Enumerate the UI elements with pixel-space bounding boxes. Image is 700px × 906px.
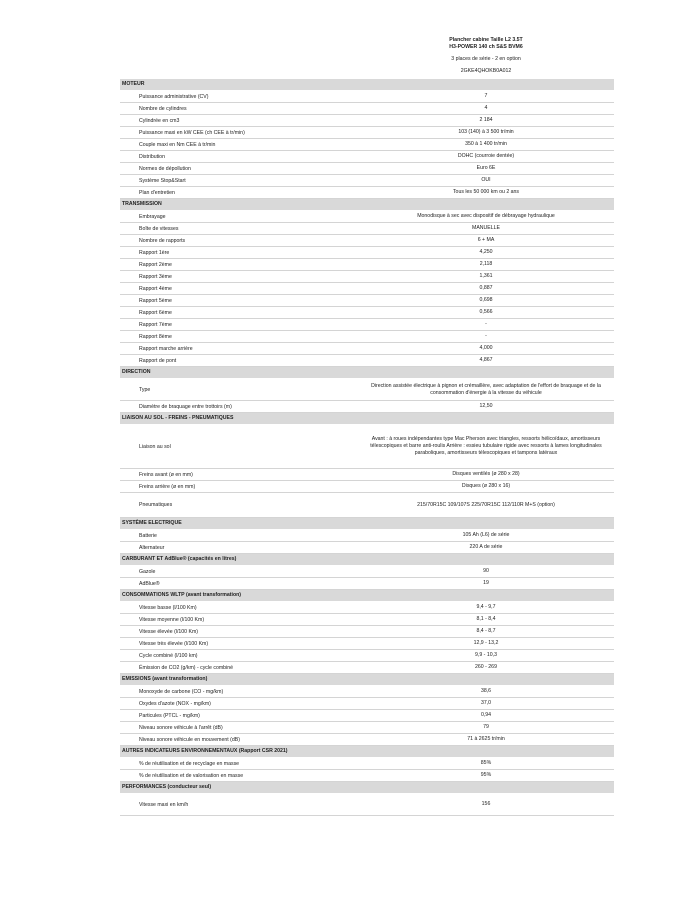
spec-label: AdBlue® (139, 580, 160, 587)
spec-label: Rapport 6ème (139, 309, 172, 316)
spec-label: Nombre de rapports (139, 237, 186, 244)
spec-value: 85% (480, 760, 492, 766)
spec-value: 90 (483, 568, 489, 574)
spec-label: Émission de CO2 (g/km) - cycle combiné (139, 664, 233, 671)
spec-label: Rapport 7ème (139, 321, 172, 328)
spec-row (120, 481, 614, 493)
spec-value: 0,566 (479, 309, 493, 315)
spec-row (120, 235, 614, 247)
spec-value: Direction assistée électrique à pignon et crémaillère, avec adaptation de l'effort de braquage et de la consommation d'énergie à la vitesse du véhicule (371, 382, 601, 396)
spec-value: 215/70R15C 109/107S 225/70R15C 112/110R M+S (option) (417, 501, 555, 508)
spec-label: % de réutilisation et de recyclage en masse (139, 760, 240, 767)
spec-label: Freins arrière (ø en mm) (139, 483, 196, 490)
spec-row (120, 211, 614, 223)
spec-label: Puissance administrative (CV) (139, 93, 209, 100)
spec-row (120, 139, 614, 151)
spec-value: 2,118 (479, 261, 493, 267)
spec-row (120, 187, 614, 199)
spec-label: Puissance maxi en kW CEE (ch CEE à tr/min) (139, 129, 245, 136)
spec-label: Embrayage (139, 213, 166, 220)
section-header: MOTEUR (120, 79, 614, 91)
vehicle-seats: 3 places de série - 2 en option (451, 56, 521, 62)
spec-label: Particules (PTCL - mg/km) (139, 712, 200, 719)
section-header: AUTRES INDICATEURS ENVIRONNEMENTAUX (Rapport CSR 2021) (120, 746, 614, 758)
spec-value: 105 Ah (L6) de série (462, 532, 510, 538)
spec-label: Système Stop&Start (139, 177, 186, 184)
spec-value: 95% (480, 772, 492, 778)
spec-row (120, 493, 614, 518)
section-header: PERFORMANCES (conducteur seul) (120, 782, 614, 794)
spec-value: Euro 6E (476, 165, 496, 171)
spec-value: OUI (481, 177, 491, 183)
spec-value: Avant : à roues indépendantes type Mac Pherson avec triangles, ressorts hélicoïdaux, amortisseurs télescopiques et barre anti-roulis Arrière : essieu tubulaire rigide avec ressorts à lames longitudinales paraboliques, amortisseurs télescopiques et tampons latéraux (370, 436, 602, 456)
spec-label: Gazole (139, 568, 156, 575)
spec-value: 0,698 (479, 297, 493, 303)
section-header: DIRECTION (120, 367, 614, 379)
spec-value: 38,6 (480, 688, 492, 694)
spec-label: Cycle combiné (l/100 km) (139, 652, 198, 659)
spec-label: Rapport 3ème (139, 273, 172, 280)
vehicle-title: Plancher cabine Taille L2 3.5T (449, 37, 523, 43)
spec-value: 9,9 - 10,3 (475, 652, 497, 658)
spec-value: 71 à 2625 tr/min (467, 736, 505, 742)
spec-row (120, 578, 614, 590)
spec-label: Vitesse basse (l/100 Km) (139, 604, 197, 611)
spec-label: Rapport 1ère (139, 249, 170, 256)
spec-row (120, 247, 614, 259)
spec-value: 220 A de série (469, 544, 503, 550)
spec-row (120, 530, 614, 542)
spec-label: Monoxyde de carbone (CO - mg/km) (139, 688, 224, 695)
spec-label: Rapport 2ème (139, 261, 172, 268)
spec-label: Niveau sonore véhicule en mouvement (dB) (139, 736, 240, 743)
spec-row (120, 425, 614, 469)
spec-sheet (120, 37, 614, 816)
spec-row (120, 115, 614, 127)
spec-label: Vitesse moyenne (l/100 Km) (139, 616, 205, 623)
spec-value: 19 (483, 580, 489, 586)
spec-label: Diamètre de braquage entre trottoirs (m) (139, 403, 232, 410)
spec-row (120, 626, 614, 638)
spec-label: Nombre de cylindres (139, 105, 187, 112)
spec-value: 4,867 (479, 357, 493, 363)
spec-value: 1,361 (479, 273, 493, 279)
spec-value: 350 à 1 400 tr/min (465, 141, 507, 147)
spec-label: Boîte de vitesses (139, 225, 179, 232)
spec-value: Monodisque à sec avec dispositif de débrayage hydraulique (417, 213, 555, 219)
spec-value: Disques (ø 280 x 16) (461, 483, 511, 489)
spec-value: - (485, 321, 487, 327)
spec-label: Liaison au sol (139, 443, 171, 450)
spec-label: Plan d'entretien (139, 189, 175, 196)
spec-row (120, 331, 614, 343)
spec-row (120, 469, 614, 481)
spec-row (120, 542, 614, 554)
spec-value: 12,50 (479, 403, 493, 409)
spec-label: Rapport de pont (139, 357, 177, 364)
spec-value: 103 (140) à 3 500 tr/min (458, 129, 514, 135)
spec-row (120, 175, 614, 187)
spec-value: 156 (481, 801, 491, 807)
spec-label: Distribution (139, 153, 165, 160)
spec-row (120, 566, 614, 578)
spec-row (120, 91, 614, 103)
spec-value: 4 (484, 105, 488, 111)
spec-row (120, 355, 614, 367)
spec-value: 37,0 (480, 700, 492, 706)
spec-value: 7 (484, 93, 488, 99)
spec-value: Tous les 50 000 km ou 2 ans (452, 189, 520, 195)
spec-label: Vitesse très élevée (l/100 Km) (139, 640, 209, 647)
spec-value: 8,4 - 8,7 (476, 628, 496, 634)
spec-label: Rapport 4ème (139, 285, 172, 292)
spec-row (120, 319, 614, 331)
spec-label: Cylindrée en cm3 (139, 117, 180, 124)
spec-label: Rapport marche arrière (139, 345, 193, 352)
spec-row (120, 698, 614, 710)
spec-value: - (485, 333, 487, 339)
spec-label: Normes de dépollution (139, 165, 191, 172)
spec-label: Rapport 8ème (139, 333, 172, 340)
spec-row (120, 722, 614, 734)
spec-row (120, 602, 614, 614)
spec-row (120, 770, 614, 782)
spec-value: 260 - 269 (475, 664, 497, 670)
spec-row (120, 662, 614, 674)
spec-value: 2 184 (479, 117, 493, 123)
spec-value: 0,94 (480, 712, 492, 718)
spec-row (120, 307, 614, 319)
spec-row (120, 650, 614, 662)
spec-value: DOHC (courroie dentée) (457, 153, 515, 159)
spec-value: 0,887 (479, 285, 493, 291)
spec-row (120, 283, 614, 295)
spec-label: Alternateur (139, 544, 165, 551)
spec-value: 4,000 (479, 345, 493, 351)
spec-value: Disques ventilés (ø 280 x 28) (452, 471, 520, 477)
spec-label: Freins avant (ø en mm) (139, 471, 193, 478)
spec-label: Vitesse élevée (l/100 Km) (139, 628, 199, 635)
spec-value: 8,1 - 8,4 (476, 616, 496, 622)
spec-row (120, 686, 614, 698)
spec-row (120, 710, 614, 722)
spec-label: Vitesse maxi en km/h (139, 801, 189, 808)
spec-row (120, 259, 614, 271)
spec-label: Type (139, 386, 151, 393)
spec-value: 9,4 - 9,7 (476, 604, 496, 610)
spec-value: 12,9 - 13,2 (473, 640, 499, 646)
spec-label: Rapport 5ème (139, 297, 172, 304)
spec-value: MANUELLE (472, 225, 500, 231)
spec-label: Batterie (139, 532, 157, 539)
section-header: EMISSIONS (avant transformation) (120, 674, 614, 686)
spec-label: % de réutilisation et de valorisation en masse (139, 772, 244, 779)
spec-row (120, 127, 614, 139)
spec-value: 6 + MA (477, 237, 495, 243)
spec-row (120, 758, 614, 770)
spec-row (120, 223, 614, 235)
vehicle-engine: H3-POWER 140 ch S&S BVM6 (449, 44, 523, 50)
spec-row (120, 151, 614, 163)
spec-label: Niveau sonore véhicule à l'arrêt (dB) (139, 724, 223, 731)
vehicle-header (358, 37, 614, 75)
section-header: TRANSMISSION (120, 199, 614, 211)
section-header: CARBURANT ET AdBlue® (capacités en litres) (120, 554, 614, 566)
spec-label: Oxydes d'azote (NOX - mg/km) (139, 700, 211, 707)
spec-row (120, 614, 614, 626)
spec-row (120, 638, 614, 650)
spec-value: 79 (483, 724, 489, 730)
section-header: LIAISON AU SOL - FREINS - PNEUMATIQUES (120, 413, 614, 425)
spec-row (120, 343, 614, 355)
spec-row (120, 103, 614, 115)
spec-label: Pneumatiques (139, 502, 173, 508)
spec-value: 4,250 (479, 249, 493, 255)
section-header: CONSOMMATIONS WLTP (avant transformation) (120, 590, 614, 602)
spec-row (120, 379, 614, 401)
spec-row (120, 794, 614, 816)
spec-row (120, 401, 614, 413)
spec-row (120, 734, 614, 746)
spec-row (120, 163, 614, 175)
vehicle-code: 2GKE4QHOKB0A012 (460, 68, 512, 74)
spec-row (120, 295, 614, 307)
spec-label: Couple maxi en Nm CEE à tr/min (139, 141, 216, 148)
spec-row (120, 271, 614, 283)
section-header: SYSTÈME ELECTRIQUE (120, 518, 614, 530)
